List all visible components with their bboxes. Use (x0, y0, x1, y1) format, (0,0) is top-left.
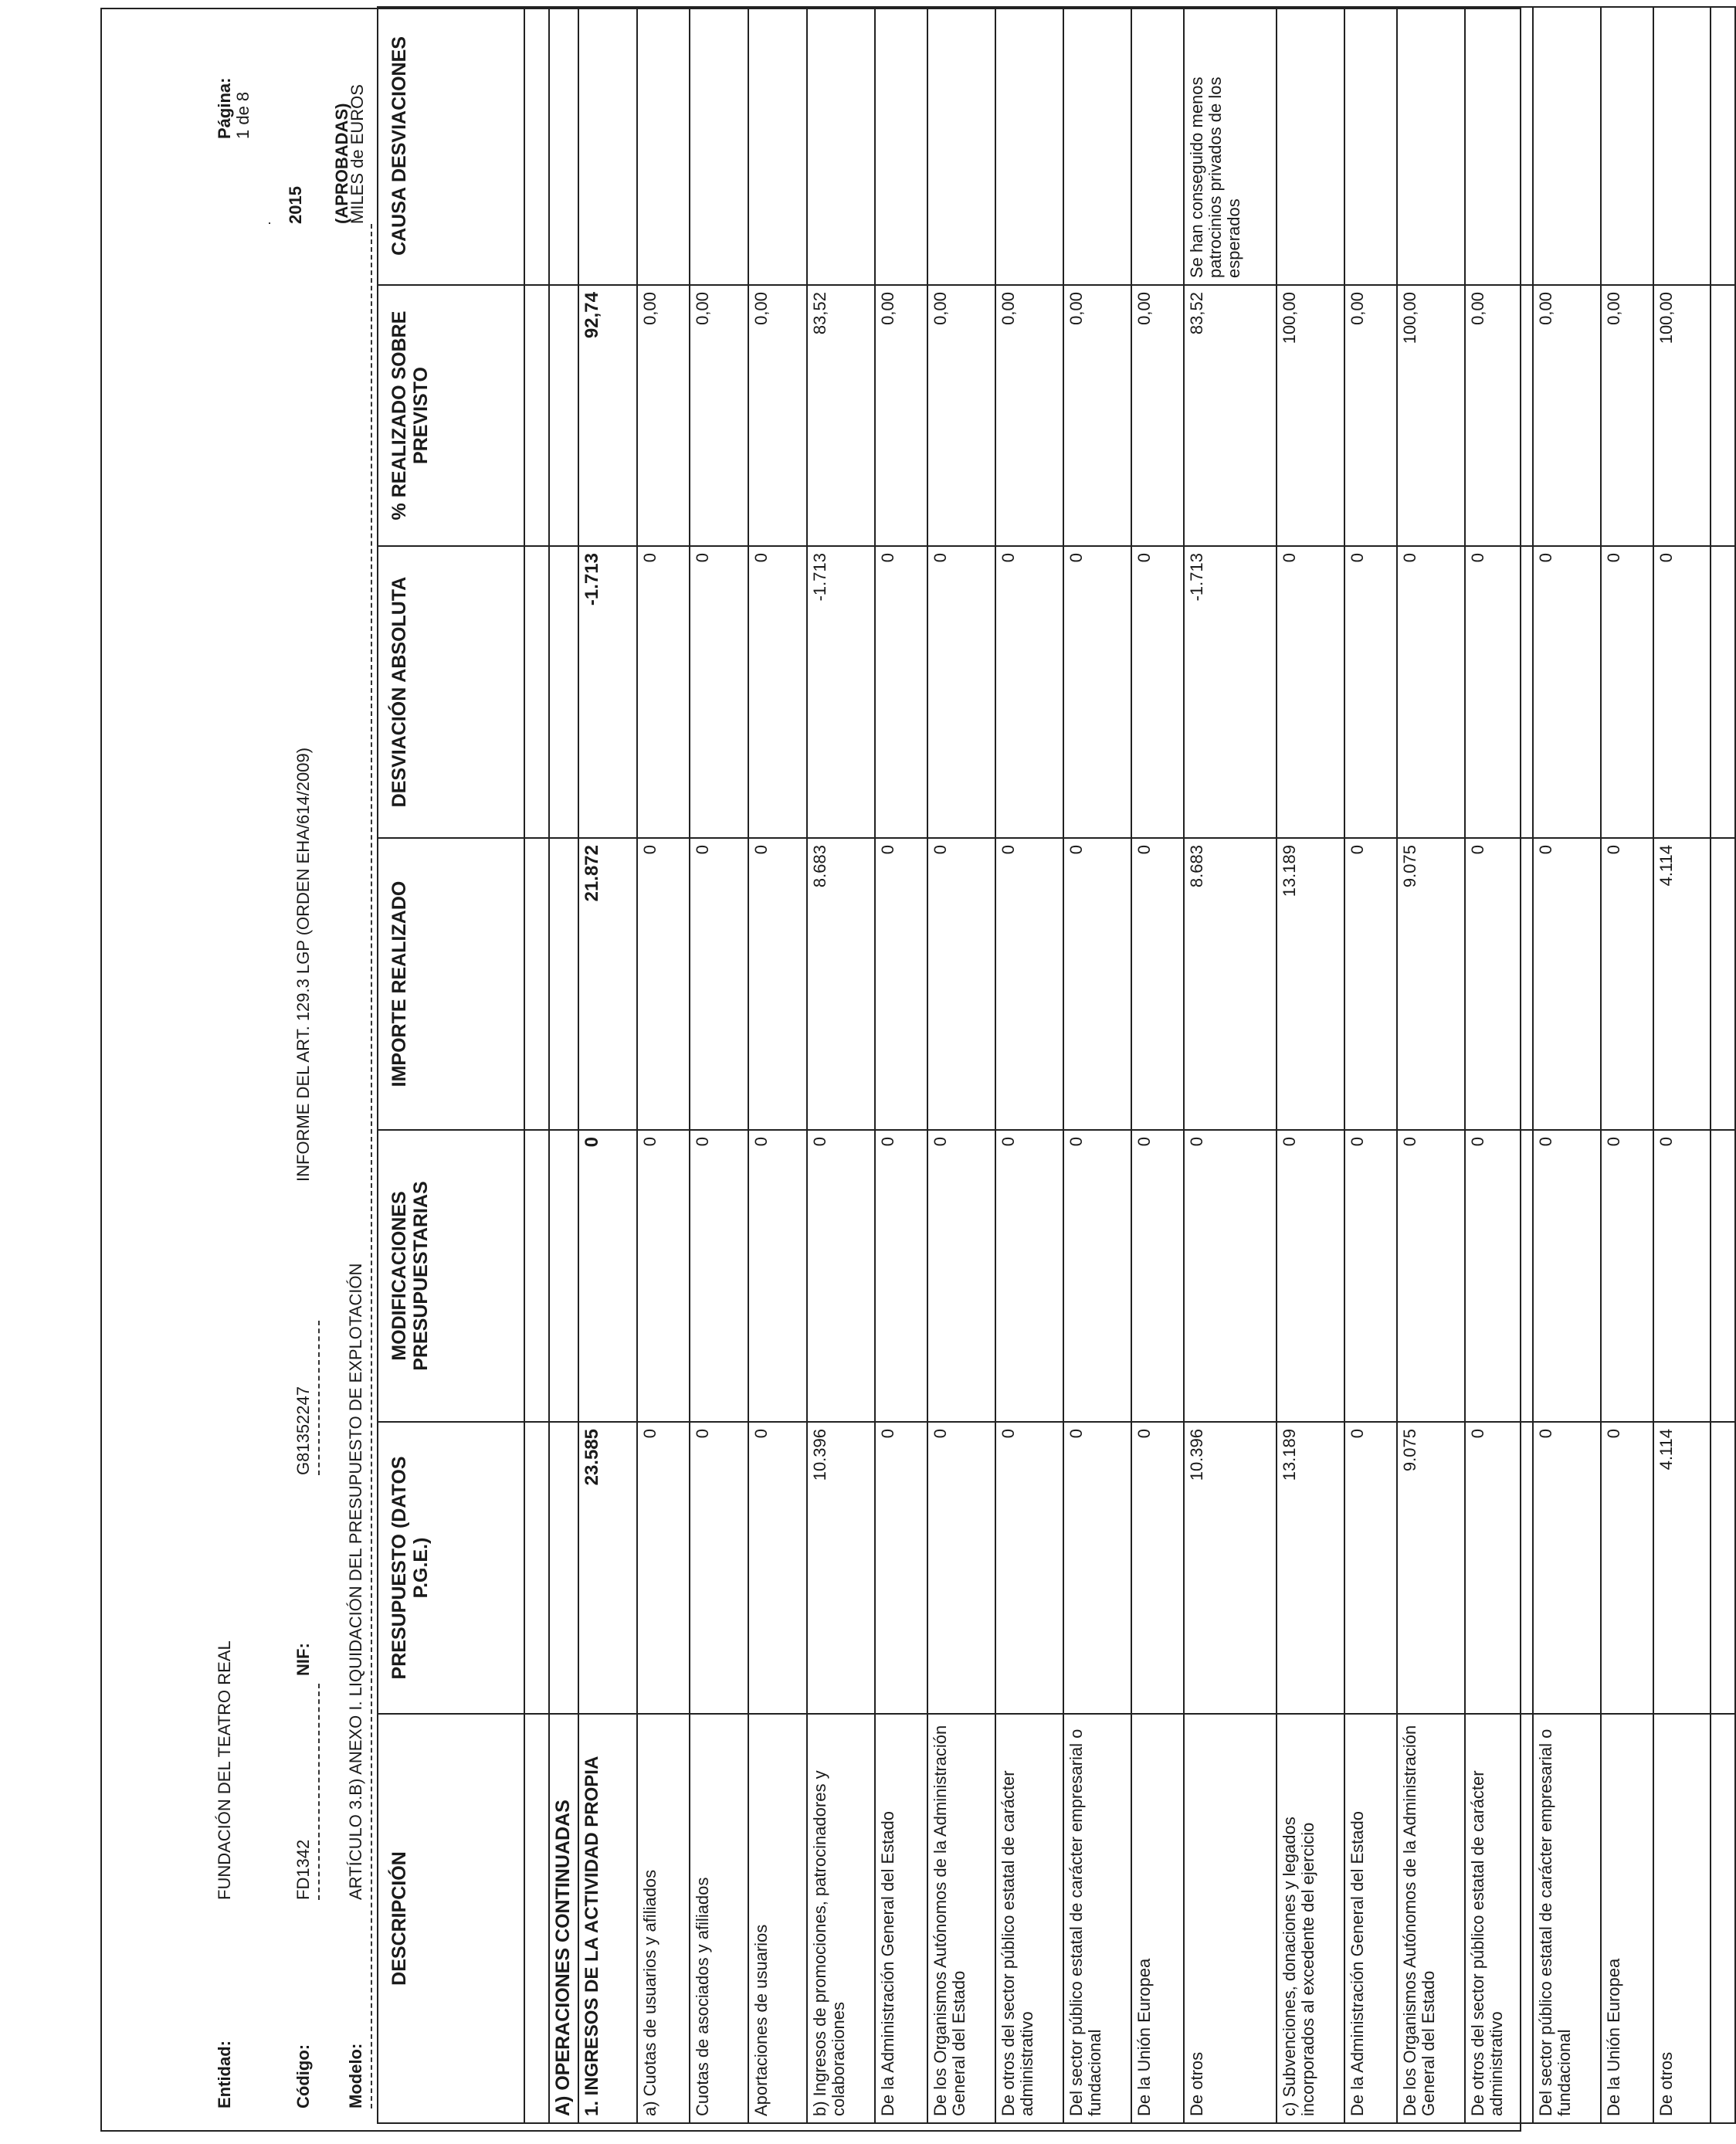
row-value: 100,00 (1653, 285, 1711, 546)
row-value: 83,52 (1184, 285, 1277, 546)
row-causa (1063, 7, 1131, 285)
table-row (1131, 7, 1184, 2123)
row-value: 0,00 (1601, 285, 1653, 546)
row-value: 100,00 (1277, 285, 1344, 546)
year-rule (269, 222, 270, 224)
row-value: 0 (875, 1130, 927, 1422)
row-causa (807, 7, 875, 285)
row-causa (637, 7, 690, 285)
row-value: 0 (927, 838, 995, 1130)
row-value: 8.683 (1184, 838, 1277, 1130)
table-row (1533, 7, 1601, 2123)
row-value: 0 (927, 1422, 995, 1714)
row-causa (578, 7, 637, 285)
table-row (1397, 7, 1465, 2123)
row-value: 0 (1397, 546, 1465, 838)
row-value: 0 (1131, 838, 1184, 1130)
row-description: De la Administración General del Estado (875, 1714, 927, 2123)
section-row (549, 7, 578, 2123)
row-value: 0 (995, 546, 1063, 838)
row-value: 0 (927, 1130, 995, 1422)
row-value: 0 (1653, 546, 1711, 838)
row-value: 0,00 (690, 285, 748, 546)
row-causa (1131, 7, 1184, 285)
row-description: De los Organismos Autónomos de la Administración General del Estado (1397, 1714, 1465, 2123)
row-value: 0 (748, 838, 807, 1130)
row-value: 0 (1601, 546, 1653, 838)
row-causa: Se han conseguido menos patrocinios privados de los esperados (1184, 7, 1277, 285)
row-value: 100,00 (1397, 285, 1465, 546)
col-header-modificaciones: MODIFICACIONES PRESUPUESTARIAS (378, 1130, 524, 1422)
row-description: De otros (1184, 1714, 1277, 2123)
table-header-row (378, 7, 524, 2123)
row-value: 10.396 (1184, 1422, 1277, 1714)
table-row (807, 7, 875, 2123)
row-value: 0 (690, 546, 748, 838)
row-description: b) Ingresos de promociones, patrocinadores y colaboraciones (807, 1714, 875, 2123)
row-description: c) Subvenciones, donaciones y legados incorporados al excedente del ejercicio (1277, 1714, 1344, 2123)
row-value: -1.713 (807, 546, 875, 838)
row-causa (1344, 7, 1397, 285)
informe-title: INFORME DEL ART. 129.3 LGP (ORDEN EHA/614/2009) (293, 747, 313, 1182)
row-value: 0 (927, 546, 995, 838)
row-value: 0,00 (1533, 285, 1601, 546)
row-value: 0,00 (748, 285, 807, 546)
row-causa (1601, 7, 1653, 285)
row-value: 0 (995, 1422, 1063, 1714)
codigo-dash-line (318, 1684, 320, 1900)
row-value: 4.114 (1653, 838, 1711, 1130)
row-value: 0 (1063, 838, 1131, 1130)
row-value: 0 (1465, 838, 1533, 1130)
row-causa (1465, 7, 1533, 285)
row-causa (1397, 7, 1465, 285)
row-description: De la Administración General del Estado (1344, 1714, 1397, 2123)
row-description: a) Cuotas de usuarios y afiliados (637, 1714, 690, 2123)
row-value: 0 (1465, 1422, 1533, 1714)
row-value: 0 (1533, 546, 1601, 838)
row-value: 0 (637, 838, 690, 1130)
table-row (1063, 7, 1131, 2123)
row-causa (1277, 7, 1344, 285)
row-value: 0 (1184, 1130, 1277, 1422)
row-value: 0 (1653, 1130, 1711, 1422)
row-value: 0,00 (1465, 285, 1533, 546)
row-value: 0 (690, 838, 748, 1130)
table-row (1601, 7, 1653, 2123)
row-value: -1.713 (1184, 546, 1277, 838)
row-description: Del sector público estatal de carácter empresarial o fundacional (1533, 1714, 1601, 2123)
budget-table (377, 6, 1736, 2124)
entidad-label: Entidad: (215, 2041, 234, 2108)
row-value: 0 (1344, 546, 1397, 838)
row-value: 13.189 (1277, 1422, 1344, 1714)
table-row (1184, 7, 1277, 2123)
col-header-importe: IMPORTE REALIZADO (378, 838, 524, 1130)
row-value: 0 (1063, 546, 1131, 838)
codigo-value: FD1342 (293, 1839, 313, 1900)
pagina-label: Página: (215, 77, 234, 139)
row-value: 0,00 (1063, 285, 1131, 546)
row-value: 0 (1131, 1130, 1184, 1422)
row-description: De otros (1653, 1714, 1711, 2123)
table-row (875, 7, 927, 2123)
modelo-dash-line (371, 224, 372, 2108)
row-value: 0 (748, 546, 807, 838)
row-value: 0 (995, 838, 1063, 1130)
row-value: 0 (1397, 1130, 1465, 1422)
row-description: De otros del sector público estatal de carácter administrativo (995, 1714, 1063, 2123)
table-row (690, 7, 748, 2123)
entidad-value: FUNDACIÓN DEL TEATRO REAL (215, 1640, 234, 1900)
row-value: 0,00 (637, 285, 690, 546)
row-value: 0 (637, 1422, 690, 1714)
row-causa (995, 7, 1063, 285)
row-description: De la Unión Europea (1601, 1714, 1653, 2123)
row-value: 0 (807, 1130, 875, 1422)
row-value: 10.396 (807, 1422, 875, 1714)
row-value: 0,00 (927, 285, 995, 546)
row-description: Del sector público estatal de carácter empresarial o fundacional (1063, 1714, 1131, 2123)
row-value: 0 (637, 1130, 690, 1422)
table-spacer-row (1711, 7, 1735, 2123)
row-value: 0 (690, 1422, 748, 1714)
col-header-porcentaje: % REALIZADO SOBRE PREVISTO (378, 285, 524, 546)
row-value: -1.713 (578, 546, 637, 838)
units-label: MILES de EUROS (348, 84, 367, 224)
row-value: 9.075 (1397, 838, 1465, 1130)
row-value: 0 (1533, 1422, 1601, 1714)
row-value: 9.075 (1397, 1422, 1465, 1714)
row-value: 8.683 (807, 838, 875, 1130)
row-description: De la Unión Europea (1131, 1714, 1184, 2123)
report-page (100, 8, 1676, 2132)
row-value: 0 (578, 1130, 637, 1422)
row-value: 0 (1277, 1130, 1344, 1422)
row-value: 23.585 (578, 1422, 637, 1714)
row-description: 1. INGRESOS DE LA ACTIVIDAD PROPIA (578, 1714, 637, 2123)
table-row (1653, 7, 1711, 2123)
row-value: 0 (1131, 546, 1184, 838)
table-row (995, 7, 1063, 2123)
table-row (927, 7, 995, 2123)
row-value: 21.872 (578, 838, 637, 1130)
row-description: Cuotas de asociados y afiliados (690, 1714, 748, 2123)
row-value: 0 (690, 1130, 748, 1422)
row-causa (927, 7, 995, 285)
table-row (578, 7, 637, 2123)
row-value: 0 (1601, 1422, 1653, 1714)
row-value: 0 (1063, 1130, 1131, 1422)
row-value: 0 (748, 1130, 807, 1422)
pagina-value: 1 de 8 (233, 91, 253, 139)
row-value: 0 (875, 1422, 927, 1714)
year-value: 2015 (286, 186, 305, 224)
table-row (748, 7, 807, 2123)
table-row (1277, 7, 1344, 2123)
row-value: 0 (995, 1130, 1063, 1422)
row-causa (875, 7, 927, 285)
row-causa (690, 7, 748, 285)
row-value: 0 (1344, 1130, 1397, 1422)
row-description: De otros del sector público estatal de carácter administrativo (1465, 1714, 1533, 2123)
nif-label: NIF: (293, 1643, 313, 1676)
row-value: 0 (637, 546, 690, 838)
row-value: 0 (875, 838, 927, 1130)
row-description: De los Organismos Autónomos de la Administración General del Estado (927, 1714, 995, 2123)
col-header-desviacion: DESVIACIÓN ABSOLUTA (378, 546, 524, 838)
row-value: 4.114 (1653, 1422, 1711, 1714)
row-value: 83,52 (807, 285, 875, 546)
table-row (1465, 7, 1533, 2123)
row-value: 0,00 (1344, 285, 1397, 546)
row-causa (1653, 7, 1711, 285)
row-causa (1533, 7, 1601, 285)
codigo-label: Código: (293, 2044, 313, 2108)
row-causa (748, 7, 807, 285)
row-value: 0 (1277, 546, 1344, 838)
row-value: 0 (1465, 1130, 1533, 1422)
table-row (1344, 7, 1397, 2123)
row-value: 0,00 (995, 285, 1063, 546)
row-value: 0 (1131, 1422, 1184, 1714)
nif-dash-line (318, 1321, 320, 1475)
row-value: 13.189 (1277, 838, 1344, 1130)
row-value: 0 (1601, 1130, 1653, 1422)
table-row (637, 7, 690, 2123)
modelo-label: Modelo: (346, 2043, 365, 2108)
row-value: 0 (1533, 1130, 1601, 1422)
section-title: A) OPERACIONES CONTINUADAS (549, 1714, 578, 2123)
row-value: 0,00 (875, 285, 927, 546)
row-value: 0 (1344, 838, 1397, 1130)
table-spacer-row (524, 7, 549, 2123)
row-value: 0 (1533, 838, 1601, 1130)
row-value: 0 (1465, 546, 1533, 838)
row-value: 0 (875, 546, 927, 838)
aprobadas-label: (APROBADAS) (332, 103, 351, 224)
col-header-causa: CAUSA DESVIACIONES (378, 7, 524, 285)
modelo-value: ARTÍCULO 3.B) ANEXO I. LIQUIDACIÓN DEL PRESUPUESTO DE EXPLOTACIÓN (346, 1263, 365, 1900)
row-value: 0,00 (1131, 285, 1184, 546)
row-value: 0 (1344, 1422, 1397, 1714)
row-description: Aportaciones de usuarios (748, 1714, 807, 2123)
col-header-descripcion: DESCRIPCIÓN (378, 1714, 524, 2123)
nif-value: G81352247 (293, 1386, 313, 1475)
row-value: 0 (1063, 1422, 1131, 1714)
col-header-presupuesto: PRESUPUESTO (DATOS P.G.E.) (378, 1422, 524, 1714)
row-value: 0 (748, 1422, 807, 1714)
row-value: 92,74 (578, 285, 637, 546)
row-value: 0 (1601, 838, 1653, 1130)
